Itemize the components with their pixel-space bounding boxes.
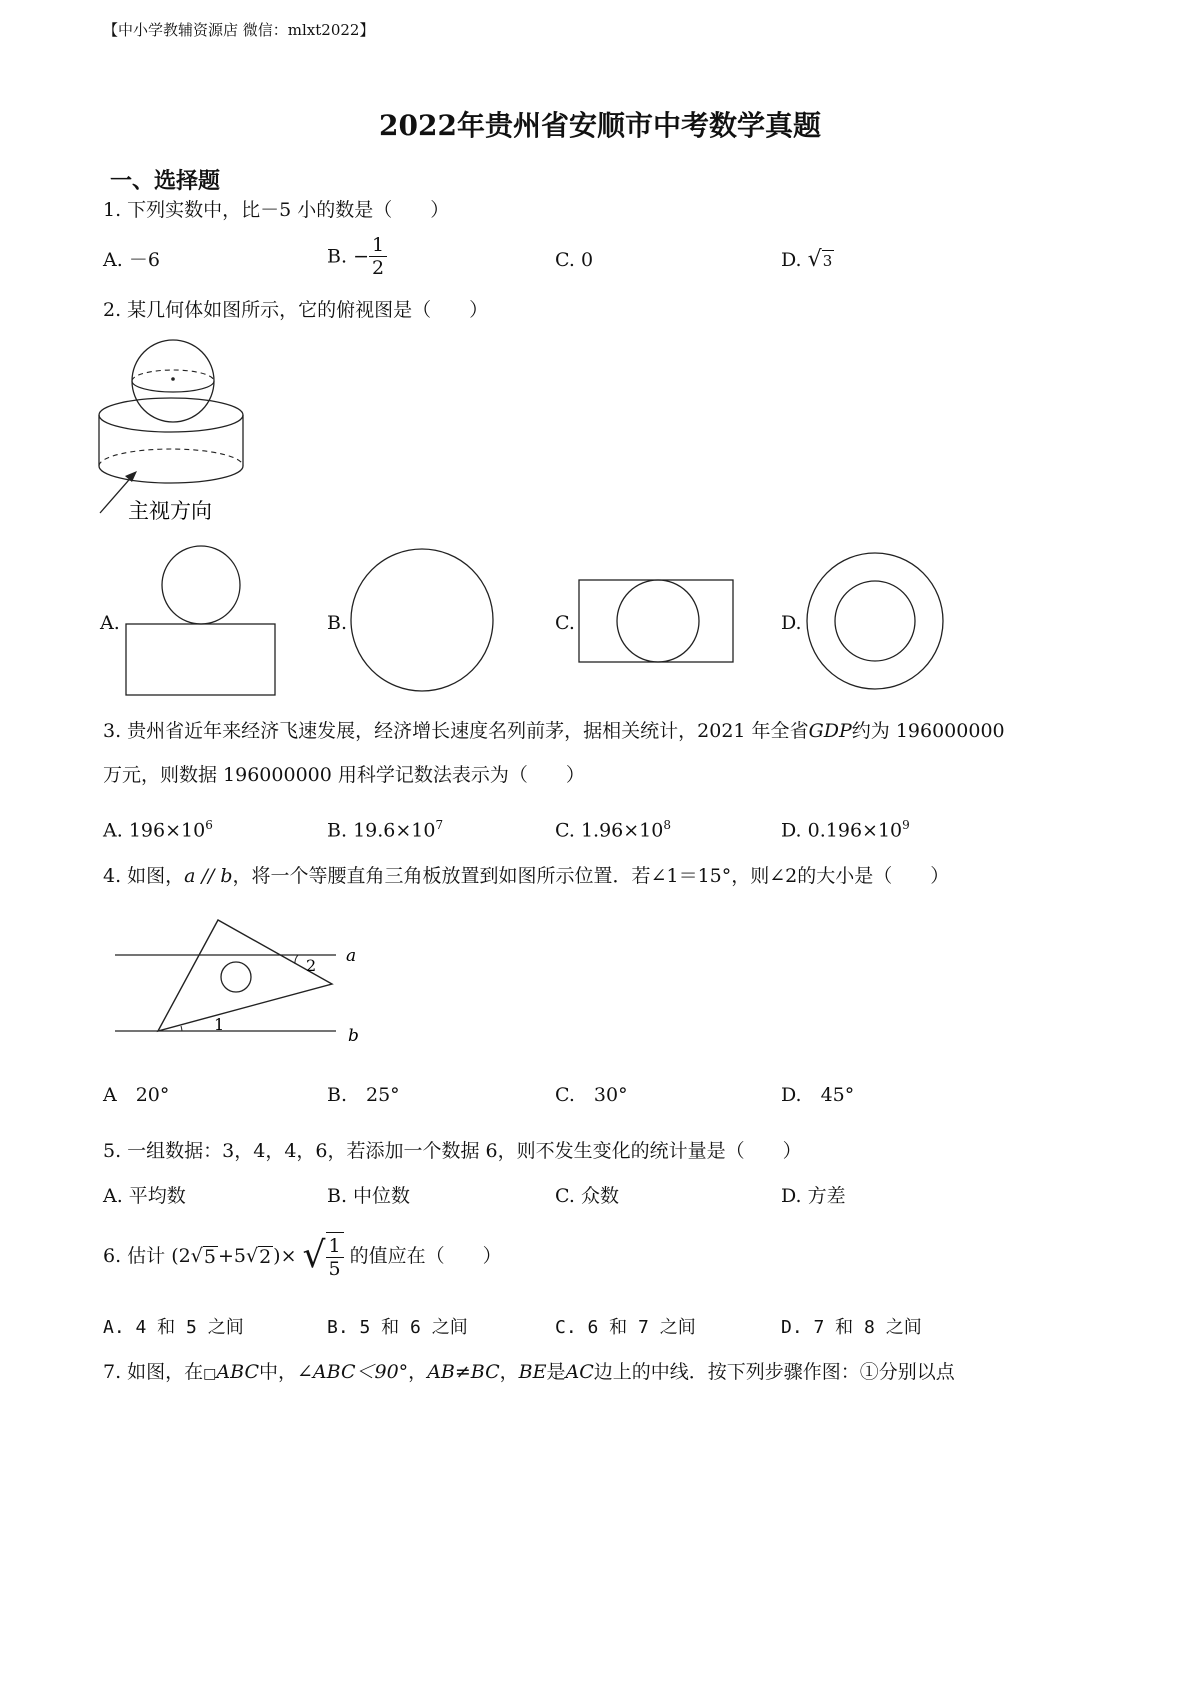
q2-option-b-label: B. <box>327 612 348 634</box>
q5-option-d: D. 方差 <box>781 1185 846 1207</box>
q4-option-c: C. 30° <box>555 1084 628 1106</box>
q2-option-d-label: D. <box>781 612 802 634</box>
q2-solid-figure <box>90 335 260 530</box>
q4-line-a-label: a <box>346 946 357 966</box>
q2-view-direction-label: 主视方向 <box>128 499 212 523</box>
q4-option-a: A 20° <box>103 1084 170 1106</box>
q2-option-c-figure <box>578 578 738 668</box>
q2-option-b-figure <box>350 548 500 698</box>
q5-option-b: B. 中位数 <box>327 1185 411 1207</box>
q6-fraction: $\frac{1}{5}$ <box>326 1232 344 1280</box>
q1-option-d: D. √3 <box>781 247 833 272</box>
q2-option-a-label: A. <box>100 612 120 634</box>
q5-option-a: A. 平均数 <box>103 1185 186 1207</box>
section-heading: 一、选择题 <box>110 168 221 194</box>
q3-option-d: D. $0.196\times 10^9$ <box>781 818 910 842</box>
q5-option-c: C. 众数 <box>555 1185 619 1207</box>
q6-stem: 6. 估计 (2√5 +5√2 )× √ $\frac{1}{5}$ 的值应在（ ） <box>103 1232 502 1280</box>
q2-option-a-figure <box>125 545 280 700</box>
q1-option-a: A. －6 <box>103 249 160 271</box>
q1-option-b: B. − $\frac{1}{2}$ <box>327 234 387 279</box>
q2-option-d-figure <box>805 551 947 693</box>
q5-stem: 5. 一组数据：3，4，4，6，若添加一个数据 6，则不发生变化的统计量是（ ） <box>103 1140 802 1162</box>
q1-b-fraction: $\frac{1}{2}$ <box>369 234 387 279</box>
q3-stem-line1: 3. 贵州省近年来经济飞速发展，经济增长速度名列前茅，据相关统计，2021 年全省GDP约为 196000000 <box>103 720 1005 742</box>
q4-parallel-lines-figure <box>110 912 370 1052</box>
q6-option-b: B. 5 和 6 之间 <box>327 1317 468 1338</box>
q6-option-a: A. 4 和 5 之间 <box>103 1317 244 1338</box>
q3-option-b: B. $19.6\times 10^7$ <box>327 818 444 842</box>
q6-option-c: C. 6 和 7 之间 <box>555 1317 696 1338</box>
q4-option-b: B. 25° <box>327 1084 400 1106</box>
q4-option-d: D. 45° <box>781 1084 855 1106</box>
q3-option-c: C. $1.96\times 10^8$ <box>555 818 671 842</box>
page-title: 2022年贵州省安顺市中考数学真题 <box>379 109 821 142</box>
q4-angle-2-label: 2 <box>306 956 317 975</box>
q1-stem: 1. 下列实数中，比－5 小的数是（ ） <box>103 199 450 221</box>
q2-option-c-label: C. <box>555 612 575 634</box>
header-watermark: 【中小学教辅资源店 微信：mlxt2022】 <box>103 21 375 39</box>
q3-stem-line2: 万元，则数据 196000000 用科学记数法表示为（ ） <box>103 764 585 786</box>
q6-option-d: D. 7 和 8 之间 <box>781 1317 922 1338</box>
q2-stem: 2. 某几何体如图所示，它的俯视图是（ ） <box>103 299 489 321</box>
q3-option-a: A. $196\times 10^6$ <box>103 818 213 842</box>
q4-line-b-label: b <box>348 1026 359 1046</box>
q1-option-c: C. 0 <box>555 249 594 271</box>
q4-angle-1-label: 1 <box>214 1015 225 1034</box>
q4-stem: 4. 如图，a // b，将一个等腰直角三角板放置到如图所示位置．若∠1＝15°，则∠2的大小是（ ） <box>103 865 950 887</box>
q7-stem: 7. 如图，在□ABC中，∠ABC＜90°，AB≠BC，BE是AC边上的中线．按下列步骤作图：①分别以点 <box>103 1361 955 1383</box>
